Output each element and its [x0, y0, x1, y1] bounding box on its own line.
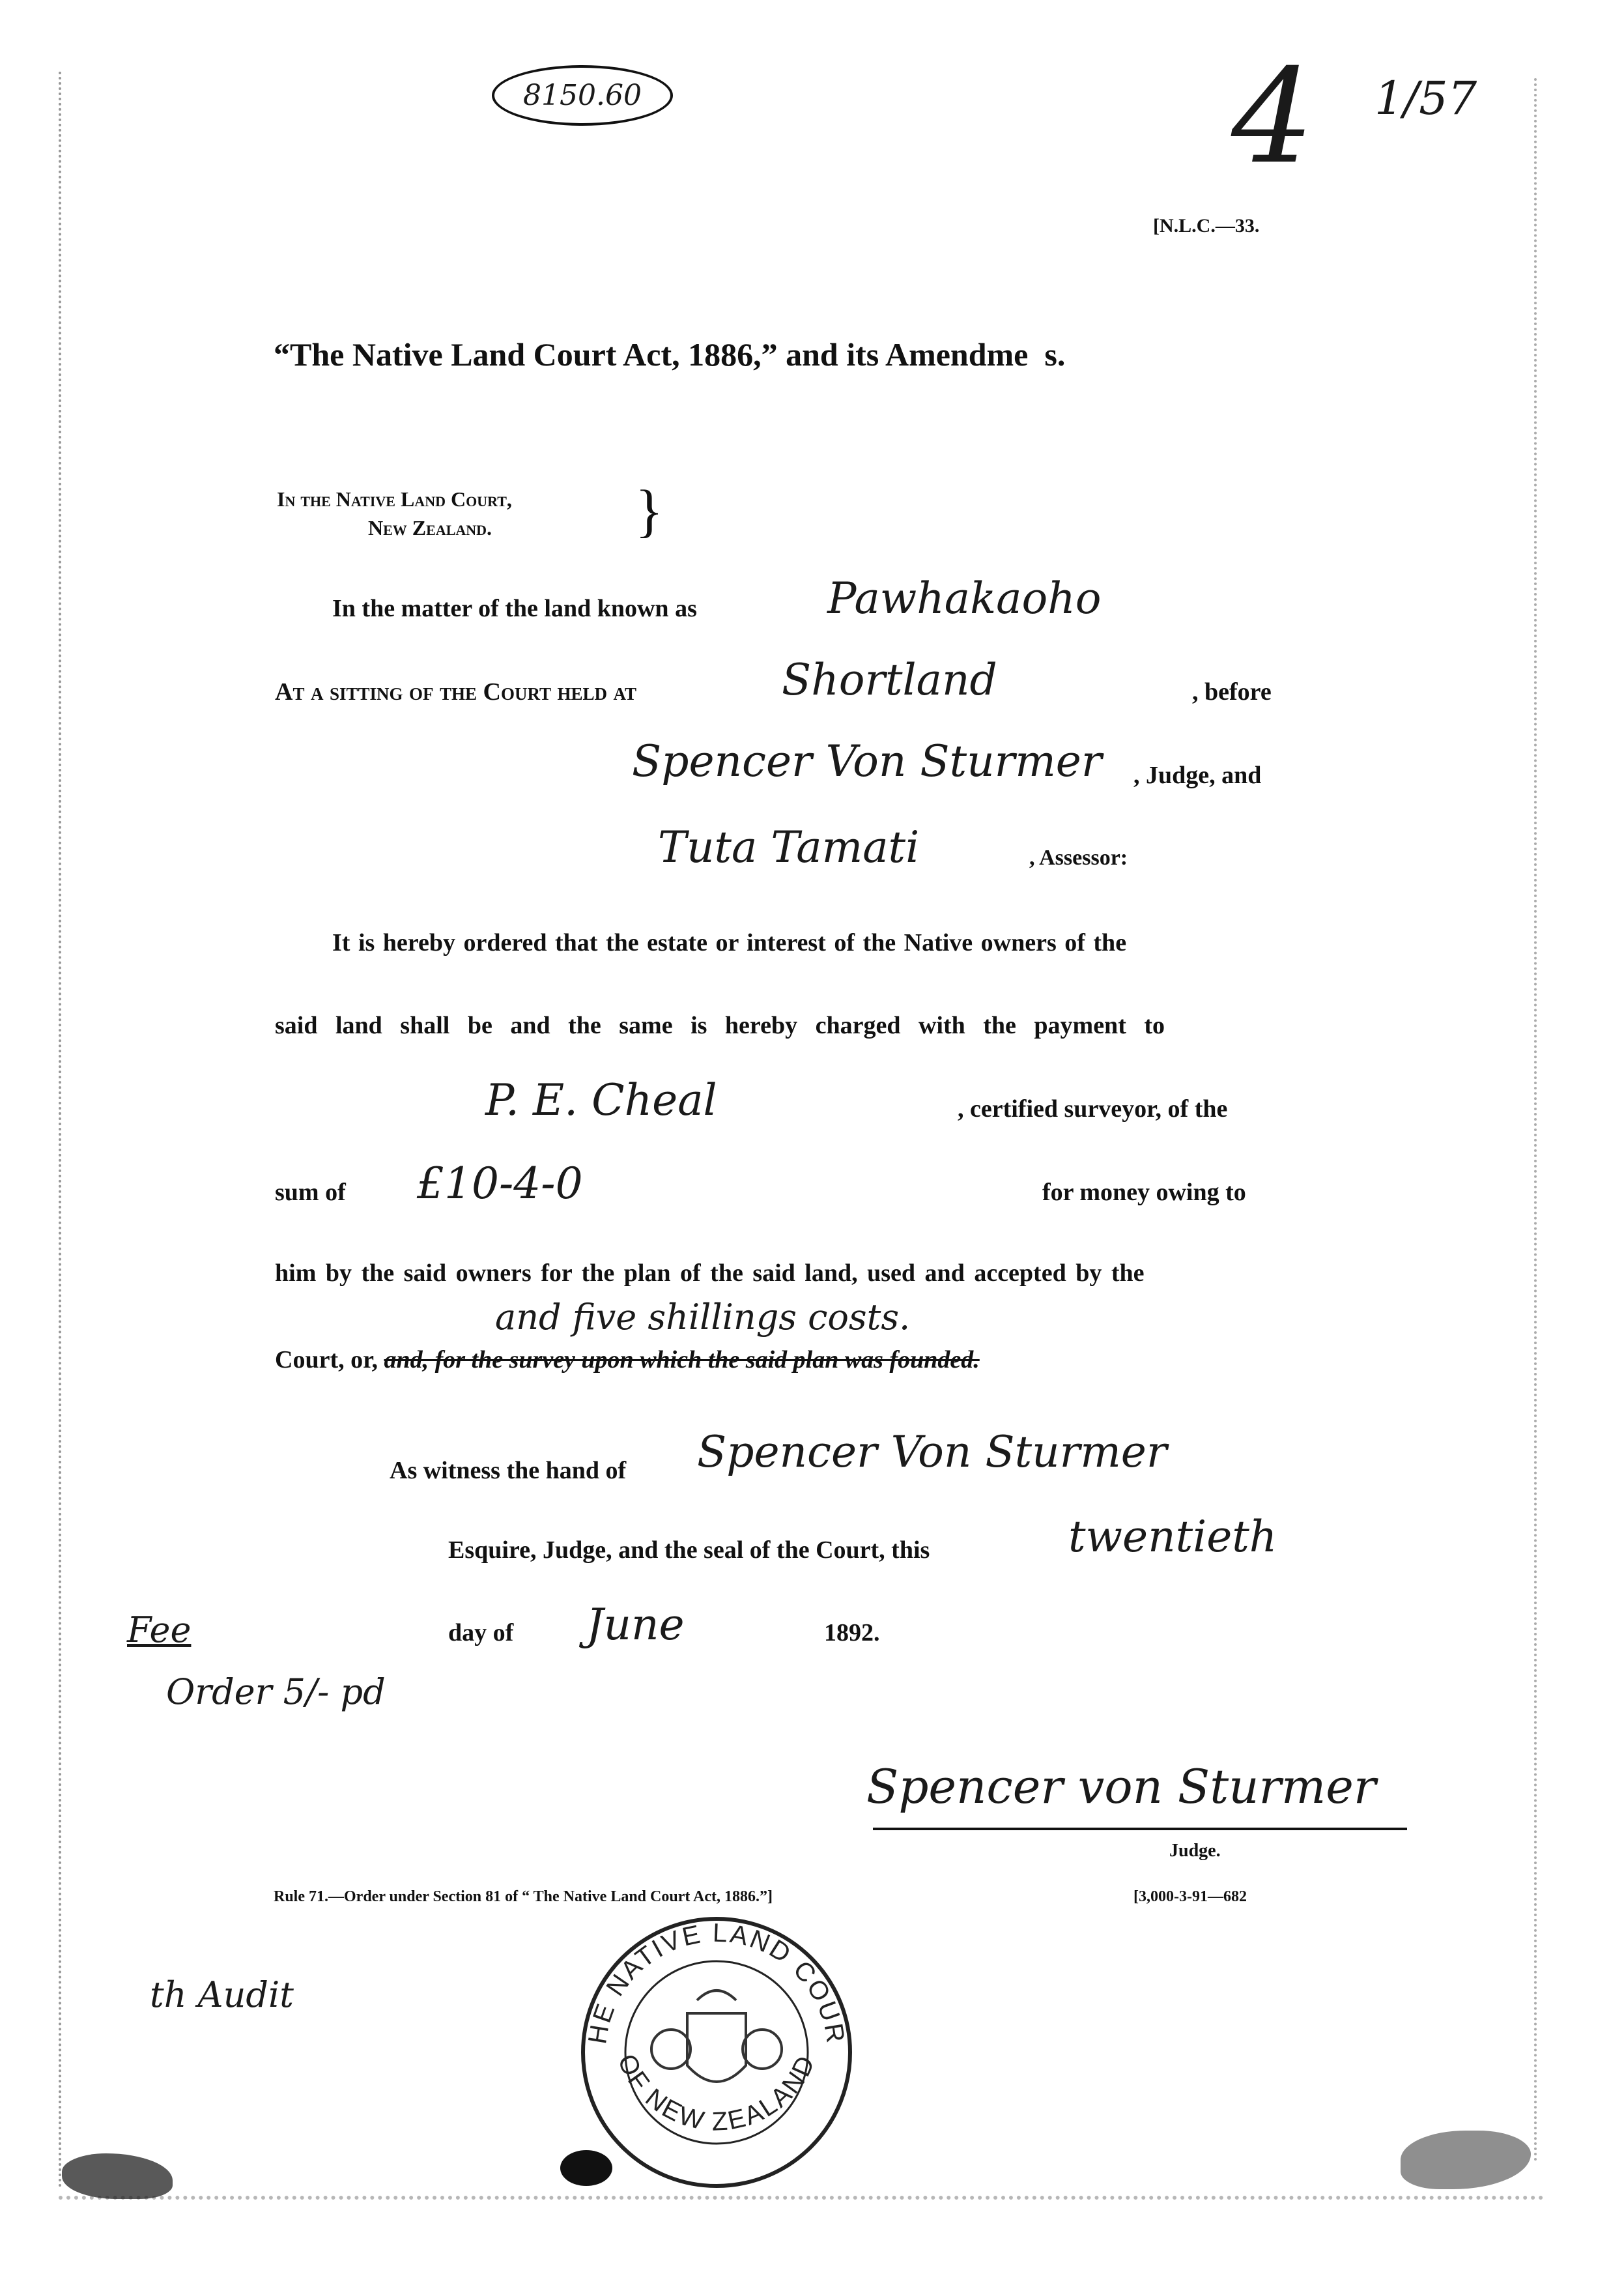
judge-suffix: , Judge, and	[1133, 762, 1262, 789]
judge-title: Judge.	[1169, 1841, 1221, 1861]
footer-print-code: [3,000-3-91—682	[1133, 1888, 1247, 1905]
year: 1892.	[824, 1619, 880, 1646]
order-line5: him by the said owners for the plan of the said land, used and accepted by the	[275, 1259, 1145, 1287]
surveyor-suffix: , certified surveyor, of the	[958, 1095, 1228, 1123]
signature-rule	[873, 1828, 1407, 1830]
sitting-label	[275, 678, 636, 706]
order-line1: It is hereby ordered that the estate or interest of the Native owners of the	[332, 929, 1127, 956]
order-line6	[275, 1345, 980, 1374]
seal-text-bottom: OF NEW ZEALAND	[612, 2050, 821, 2136]
sum-value: £10-4-0	[417, 1158, 583, 1209]
page-fraction: 1/57	[1375, 72, 1477, 125]
audit-note: th Audit	[150, 1974, 294, 2015]
day-label: day of	[448, 1619, 514, 1646]
witness-label: As witness the hand of	[390, 1457, 627, 1484]
witness-name: Spencer Von Sturmer	[697, 1427, 1167, 1477]
matter-label: In the matter of the land known as	[332, 595, 697, 622]
assessor-suffix: , Assessor:	[1029, 846, 1128, 870]
surveyor-name: P. E. Cheal	[485, 1075, 717, 1125]
fee-note: Fee	[127, 1609, 192, 1650]
file-reference-oval	[492, 65, 673, 126]
sum-label: sum of	[275, 1179, 346, 1206]
land-name: Pawhakaoho	[827, 573, 1102, 624]
seal-text-top: HE NATIVE LAND COUR	[583, 1918, 850, 2047]
order-line6-start: Court, or,	[275, 1346, 378, 1373]
sum-suffix: for money owing to	[1042, 1179, 1246, 1206]
form-code: [N.L.C.—33.	[1153, 215, 1260, 237]
page-number: 4	[1231, 41, 1315, 193]
month: June	[586, 1600, 685, 1650]
file-reference: 8150.60	[523, 79, 642, 112]
judge-signature: Spencer von Sturmer	[866, 1759, 1376, 1814]
judge-name: Spencer Von Sturmer	[632, 736, 1102, 786]
costs-insert: and five shillings costs.	[495, 1297, 911, 1338]
day-ordinal: twentieth	[1068, 1512, 1277, 1562]
right-edge-noise	[1521, 78, 1537, 2163]
order-line6-struck: and, for the survey upon which the said plan was founded.	[384, 1346, 980, 1373]
court-heading-line2: New Zealand.	[368, 516, 492, 539]
court-heading-brace: }	[635, 479, 664, 543]
court-heading-line1: In the Native Land Court,	[277, 487, 512, 511]
court-seal	[573, 1909, 860, 2196]
act-title: “The Native Land Court Act, 1886,” and its Amendme s.	[274, 336, 1066, 373]
sitting-label-text: At a sitting of the Court held at	[275, 678, 637, 706]
esquire-text: Esquire, Judge, and the seal of the Court, this	[448, 1536, 930, 1564]
seal-coat-of-arms	[651, 1990, 782, 2082]
ink-blot-bottom-left	[62, 2153, 173, 2199]
left-edge-noise	[59, 72, 81, 2189]
order-fee-note: Order 5/- pd	[166, 1671, 386, 1712]
order-line2: said land shall be and the same is hereby charged with the payment to	[275, 1012, 1165, 1039]
svg-text:THE NATIVE LAND COURT	[573, 1909, 850, 2046]
footer-rule: Rule 71.—Order under Section 81 of “ The Native Land Court Act, 1886.”]	[274, 1888, 773, 1905]
sitting-place: Shortland	[782, 655, 997, 705]
before-text: , before	[1192, 678, 1272, 706]
svg-text:OF NEW ZEALAND	[612, 2050, 821, 2136]
assessor-name: Tuta Tamati	[658, 822, 920, 872]
